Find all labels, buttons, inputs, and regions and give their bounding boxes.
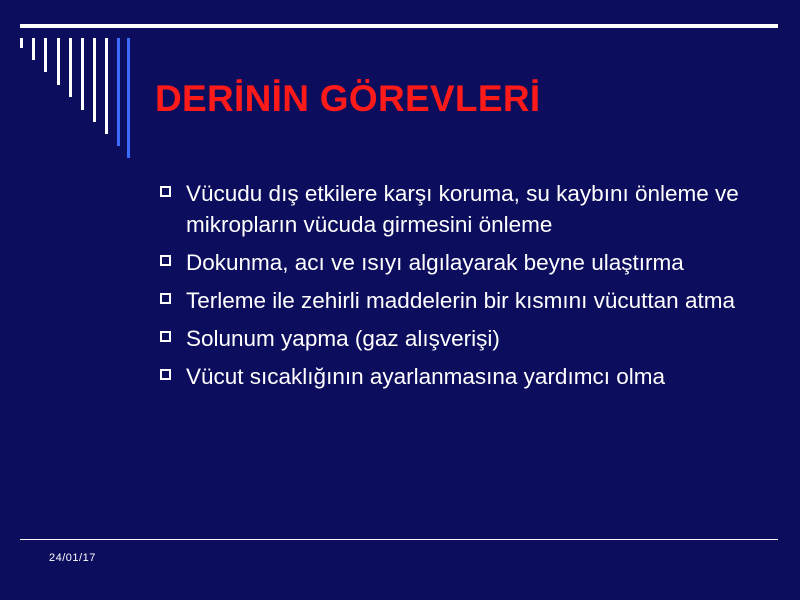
bullet-text: Vücut sıcaklığının ayarlanmasına yardımcı olma <box>186 364 665 389</box>
bullet-item <box>160 285 780 316</box>
slide-date: 24/01/17 <box>49 552 96 564</box>
bottom-divider-line <box>20 539 778 540</box>
bullet-text: Solunum yapma (gaz alışverişi) <box>186 326 500 351</box>
decorative-stripe <box>81 38 84 110</box>
decorative-stripe <box>105 38 108 134</box>
decorative-stripes <box>0 0 140 170</box>
decorative-stripe <box>44 38 47 72</box>
square-bullet-icon <box>160 255 171 266</box>
square-bullet-icon <box>160 331 171 342</box>
decorative-stripe <box>69 38 72 97</box>
square-bullet-icon <box>160 186 171 197</box>
bullet-item <box>160 361 780 392</box>
bullet-item <box>160 247 780 278</box>
bullet-item <box>160 323 780 354</box>
slide-title: DERİNİN GÖREVLERİ <box>155 78 541 119</box>
bullet-text: Terleme ile zehirli maddelerin bir kısmını vücuttan atma <box>186 288 735 313</box>
decorative-stripe <box>32 38 35 60</box>
bullet-text: Dokunma, acı ve ısıyı algılayarak beyne ulaştırma <box>186 250 684 275</box>
bullet-text: Vücudu dış etkilere karşı koruma, su kaybını önleme ve mikropların vücuda girmesini önleme <box>186 181 739 237</box>
decorative-stripe <box>93 38 96 122</box>
decorative-stripe <box>20 38 23 48</box>
decorative-stripe <box>57 38 60 85</box>
square-bullet-icon <box>160 369 171 380</box>
decorative-stripe <box>117 38 120 146</box>
square-bullet-icon <box>160 293 171 304</box>
decorative-stripe <box>127 38 130 158</box>
bullet-item <box>160 178 780 240</box>
bullet-list <box>160 178 780 399</box>
